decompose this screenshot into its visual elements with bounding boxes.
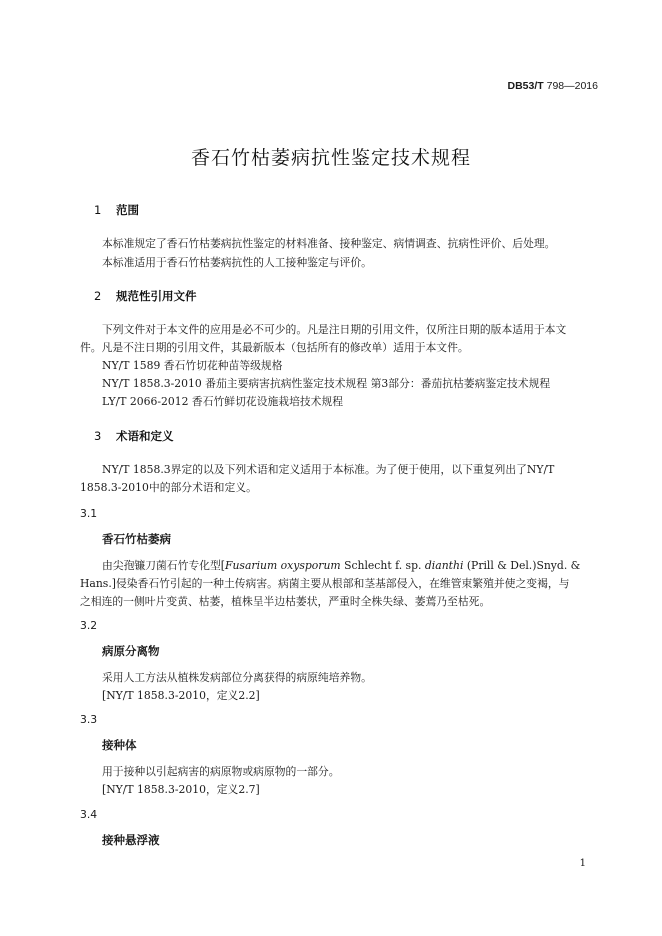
term-title: 接种体	[102, 738, 137, 752]
reference-item: NY/T 1589 香石竹切花种苗等级规格	[102, 359, 283, 372]
term-definition: 采用人工方法从植株发病部位分离获得的病原纯培养物。	[102, 671, 372, 684]
scientific-name: Fusarium oxysporum	[224, 559, 341, 572]
paragraph: 下列文件对于本文件的应用是必不可少的。凡是注日期的引用文件，仅所注日期的版本适用于本文	[102, 323, 567, 336]
document-code	[508, 80, 599, 92]
term-number: 3.2	[80, 619, 98, 632]
definition-text: 由尖孢镰刀菌石竹专化型[	[102, 559, 225, 572]
section-title: 术语和定义	[116, 429, 174, 443]
page-number: 1	[579, 858, 586, 869]
section-title: 规范性引用文件	[116, 289, 197, 303]
term-title: 病原分离物	[102, 644, 160, 658]
section-title: 范围	[116, 203, 139, 217]
term-number: 3.4	[80, 808, 98, 821]
paragraph: NY/T 1858.3界定的以及下列术语和定义适用于本标准。为了便于使用，以下重复列出了NY/T	[102, 463, 555, 476]
term-source: [NY/T 1858.3-2010，定义2.7]	[102, 783, 260, 796]
term-definition: Hans.]侵染香石竹引起的一种土传病害。病菌主要从根部和茎基部侵入，在维管束繁殖并使之变褐，与	[80, 577, 570, 590]
standard-prefix: DB53/T	[507, 80, 544, 92]
term-title: 接种悬浮液	[102, 833, 160, 847]
paragraph: 件。凡是不注日期的引用文件，其最新版本（包括所有的修改单）适用于本文件。	[80, 341, 469, 354]
section-heading-scope	[94, 202, 139, 218]
reference-item: LY/T 2066-2012 香石竹鲜切花设施栽培技术规程	[102, 395, 344, 408]
term-definition: 之相连的一侧叶片变黄、枯萎，植株呈半边枯萎状，严重时全株失绿、萎蔫乃至枯死。	[80, 595, 491, 608]
term-number: 3.3	[80, 713, 98, 726]
term-title: 香石竹枯萎病	[102, 532, 171, 546]
paragraph: 本标准适用于香石竹枯萎病抗性的人工接种鉴定与评价。	[102, 256, 372, 269]
paragraph: 1858.3-2010中的部分术语和定义。	[80, 481, 257, 494]
definition-text: (Prill & Del.)Snyd. &	[463, 559, 581, 572]
reference-item: NY/T 1858.3-2010 番茄主要病害抗病性鉴定技术规程 第3部分：番茄抗枯萎病鉴定技术规程	[102, 377, 551, 390]
standard-number: 798—2016	[546, 80, 598, 92]
section-heading-refs	[94, 288, 197, 304]
definition-text: Schlecht f. sp.	[340, 559, 425, 572]
paragraph: 本标准规定了香石竹枯萎病抗性鉴定的材料准备、接种鉴定、病情调查、抗病性评价、后处理。	[102, 237, 556, 250]
term-source: [NY/T 1858.3-2010，定义2.2]	[102, 689, 260, 702]
scientific-name: dianthi	[424, 559, 464, 572]
section-number: 1	[94, 203, 102, 217]
term-definition: 用于接种以引起病害的病原物或病原物的一部分。	[102, 765, 340, 778]
page-title: 香石竹枯萎病抗性鉴定技术规程	[190, 147, 471, 169]
section-heading-terms	[94, 428, 174, 444]
term-number: 3.1	[80, 507, 98, 520]
section-number: 2	[94, 289, 102, 303]
section-number: 3	[94, 429, 102, 443]
term-definition	[102, 556, 580, 575]
